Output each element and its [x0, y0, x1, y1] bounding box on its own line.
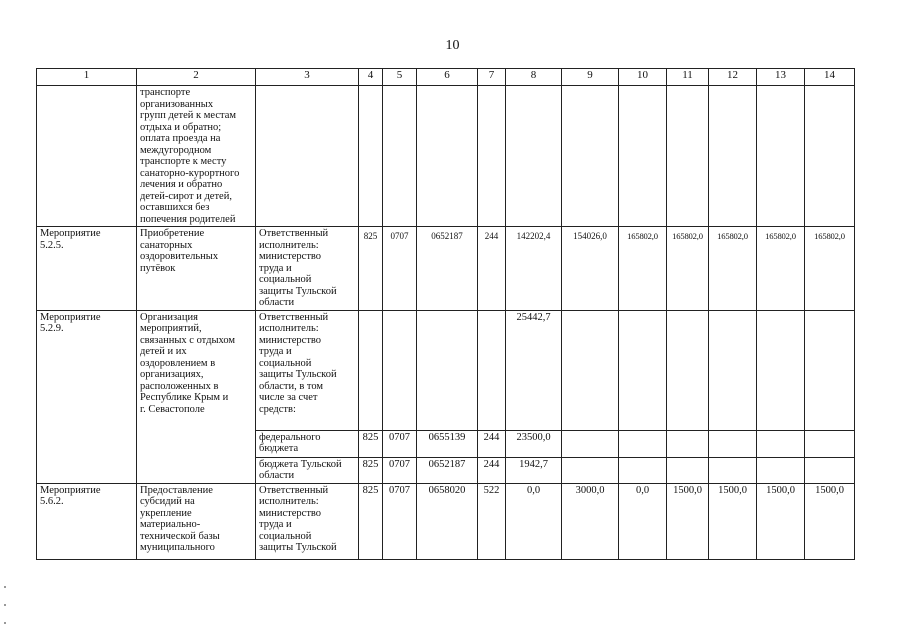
budget-table: [36, 68, 855, 560]
header-cell: 7: [478, 69, 506, 86]
header-cell: 11: [667, 69, 709, 86]
value-cell: 0652187: [417, 457, 478, 483]
value-cell: 0652187: [417, 227, 478, 311]
header-cell: 6: [417, 69, 478, 86]
table-header-row: [37, 69, 855, 86]
description-cell: Организация мероприятий, связанных с отдыхом детей и их оздоровлением в организациях, расположенных в Республике Крым и г. Севастополе: [137, 310, 256, 483]
value-cell: 1500,0: [805, 483, 855, 559]
page-number: 10: [445, 38, 460, 53]
value-cell: 1500,0: [667, 483, 709, 559]
value-cell: 244: [478, 227, 506, 311]
scan-artifact: [4, 604, 6, 606]
header-cell: 8: [506, 69, 562, 86]
value-cell: 165802,0: [709, 227, 757, 311]
header-cell: 2: [137, 69, 256, 86]
value-cell: 23500,0: [506, 430, 562, 457]
value-cell: 825: [359, 483, 383, 559]
header-cell: 10: [619, 69, 667, 86]
value-cell: 142202,4: [506, 227, 562, 311]
funding-source-cell: бюджета Тульской области: [256, 457, 359, 483]
description-cell: Предоставление субсидий на укрепление материально- технической базы муниципального: [137, 483, 256, 559]
value-cell: 0707: [383, 483, 417, 559]
executor-cell: Ответственный исполнитель: министерство труда и социальной защиты Тульской области: [256, 227, 359, 311]
value-cell: 25442,7: [506, 310, 562, 430]
executor-cell: Ответственный исполнитель: министерство труда и социальной защиты Тульской: [256, 483, 359, 559]
table-row: [37, 310, 855, 430]
measure-name-cell: Мероприятие 5.2.9.: [37, 310, 137, 483]
value-cell: 1500,0: [757, 483, 805, 559]
description-cell: транспорте организованных групп детей к местам отдыха и обратно; оплата проезда на междугородном транспорте к месту санаторно-курортного лечения и обратно детей-сирот и детей, оставшихся без попечения родителей: [137, 86, 256, 227]
measure-name-cell: Мероприятие 5.6.2.: [37, 483, 137, 559]
header-cell: 4: [359, 69, 383, 86]
value-cell: 825: [359, 227, 383, 311]
header-cell: 5: [383, 69, 417, 86]
value-cell: 165802,0: [667, 227, 709, 311]
value-cell: 522: [478, 483, 506, 559]
description-cell: Приобретение санаторных оздоровительных путёвок: [137, 227, 256, 311]
header-cell: 13: [757, 69, 805, 86]
value-cell: 244: [478, 430, 506, 457]
table-row: [37, 227, 855, 311]
header-cell: 14: [805, 69, 855, 86]
value-cell: 825: [359, 430, 383, 457]
value-cell: 825: [359, 457, 383, 483]
value-cell: 0707: [383, 430, 417, 457]
table-row: [37, 86, 855, 227]
funding-source-cell: федерального бюджета: [256, 430, 359, 457]
header-cell: 12: [709, 69, 757, 86]
value-cell: 165802,0: [805, 227, 855, 311]
value-cell: 0658020: [417, 483, 478, 559]
header-cell: 1: [37, 69, 137, 86]
value-cell: 165802,0: [757, 227, 805, 311]
scan-artifact: [4, 622, 6, 624]
value-cell: 244: [478, 457, 506, 483]
value-cell: 154026,0: [562, 227, 619, 311]
value-cell: 1500,0: [709, 483, 757, 559]
value-cell: 165802,0: [619, 227, 667, 311]
executor-cell: Ответственный исполнитель: министерство труда и социальной защиты Тульской области, в том числе за счет средств:: [256, 310, 359, 430]
value-cell: 0707: [383, 227, 417, 311]
scan-artifact: [4, 586, 6, 588]
value-cell: 0,0: [619, 483, 667, 559]
header-cell: 3: [256, 69, 359, 86]
value-cell: 0655139: [417, 430, 478, 457]
header-cell: 9: [562, 69, 619, 86]
value-cell: 1942,7: [506, 457, 562, 483]
table-row: [37, 483, 855, 559]
measure-name-cell: Мероприятие 5.2.5.: [37, 227, 137, 311]
value-cell: 3000,0: [562, 483, 619, 559]
value-cell: 0707: [383, 457, 417, 483]
value-cell: 0,0: [506, 483, 562, 559]
